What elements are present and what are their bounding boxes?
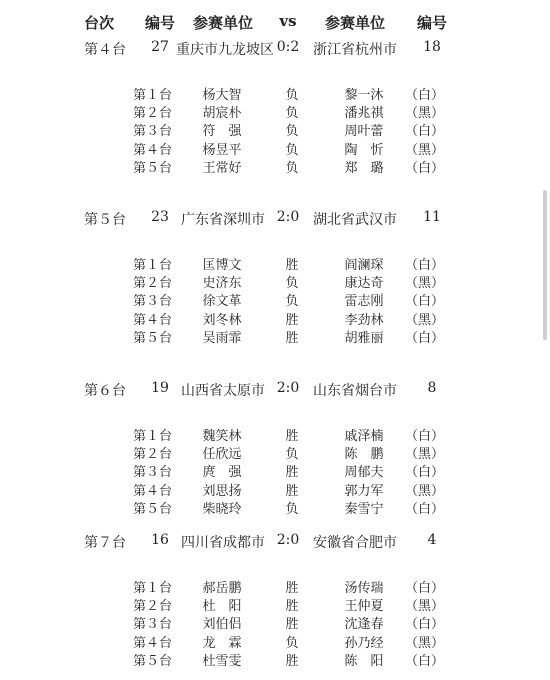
player-b-name: 雷志刚	[344, 294, 384, 310]
board-label: 第２台	[133, 447, 173, 463]
player-a-name: 杜 阳	[202, 599, 242, 615]
player-a-name: 匡博文	[202, 258, 242, 273]
player-a-name: 徐文革	[202, 294, 242, 310]
match-summary-row	[0, 380, 550, 402]
board-label: 第１台	[133, 88, 173, 103]
game-result: 胜	[285, 330, 299, 346]
scrollbar[interactable]	[543, 190, 547, 340]
game-row	[0, 577, 550, 595]
team-a-number: 19	[151, 380, 169, 396]
team-a-name: 四川省成都市	[181, 535, 265, 551]
player-b-name: 戚泽楠	[344, 429, 384, 444]
player-a-name: 龙 霖	[202, 635, 242, 651]
player-b-name: 康达奇	[344, 276, 384, 292]
piece-color: （白）	[405, 330, 445, 346]
board-label: 第３台	[133, 294, 173, 310]
team-b-name: 湖北省武汉市	[313, 212, 397, 228]
header-number-b: 编号	[416, 14, 447, 32]
board-label: 第５台	[133, 330, 173, 346]
header-vs: vs	[279, 12, 297, 30]
game-result: 负	[285, 276, 299, 292]
game-row	[0, 443, 550, 461]
player-b-name: 周郁夫	[344, 465, 384, 481]
piece-color: （黑）	[405, 142, 445, 158]
player-b-name: 李劲林	[344, 312, 384, 328]
game-row	[0, 254, 550, 272]
player-b-name: 王仲夏	[344, 599, 384, 615]
player-a-name: 吴雨霏	[202, 330, 242, 346]
game-row	[0, 84, 550, 102]
player-a-name: 柴晓玲	[202, 501, 242, 517]
piece-color: （白）	[405, 88, 445, 103]
player-a-name: 刘思扬	[202, 483, 242, 499]
game-result: 负	[285, 294, 299, 310]
game-result: 胜	[285, 258, 299, 273]
game-result: 胜	[285, 581, 299, 596]
piece-color: （黑）	[405, 483, 445, 499]
game-row	[0, 425, 550, 443]
match-summary-row	[0, 39, 550, 61]
game-row	[0, 120, 550, 138]
team-b-name: 安徽省合肥市	[313, 535, 397, 551]
player-a-name: 杨大智	[202, 88, 242, 103]
match-summary-row	[0, 209, 550, 231]
game-row	[0, 632, 550, 650]
table-header	[0, 12, 550, 36]
game-row	[0, 461, 550, 479]
team-a-name: 重庆市九龙坡区	[176, 42, 274, 58]
board-label: 第５台	[133, 501, 173, 517]
match-table: 第５台	[84, 212, 126, 228]
player-b-name: 汤传瑞	[344, 581, 384, 596]
board-label: 第４台	[133, 635, 173, 651]
board-label: 第３台	[133, 617, 173, 633]
piece-color: （白）	[405, 160, 445, 176]
game-row	[0, 139, 550, 157]
player-a-name: 郝岳鹏	[202, 581, 242, 596]
piece-color: （白）	[405, 124, 445, 140]
player-b-name: 潘兆祺	[344, 106, 384, 122]
board-label: 第１台	[133, 429, 173, 444]
board-label: 第４台	[133, 142, 173, 158]
board-label: 第３台	[133, 124, 173, 140]
header-unit-b: 参赛单位	[324, 14, 385, 32]
piece-color: （白）	[405, 294, 445, 310]
board-label: 第１台	[133, 258, 173, 273]
player-a-name: 符 强	[202, 124, 242, 140]
board-label: 第２台	[133, 276, 173, 292]
team-a-number: 23	[151, 209, 169, 225]
game-row	[0, 290, 550, 308]
header-unit-a: 参赛单位	[192, 14, 253, 32]
header-table: 台次	[84, 14, 115, 32]
player-b-name: 郑 璐	[344, 160, 384, 176]
board-label: 第５台	[133, 653, 173, 669]
game-row	[0, 327, 550, 345]
game-result: 负	[285, 501, 299, 517]
player-b-name: 沈逢春	[344, 617, 384, 633]
piece-color: （白）	[405, 653, 445, 669]
team-b-number: 11	[423, 209, 441, 225]
game-result: 负	[285, 88, 299, 103]
game-result: 胜	[285, 429, 299, 444]
player-a-name: 杨昱平	[202, 142, 242, 158]
piece-color: （黑）	[405, 312, 445, 328]
game-row	[0, 309, 550, 327]
player-a-name: 魏笑林	[202, 429, 242, 444]
player-b-name: 陈 鹏	[344, 447, 384, 463]
game-result: 胜	[285, 312, 299, 328]
player-b-name: 周叶蕾	[344, 124, 384, 140]
game-row	[0, 650, 550, 668]
game-result: 负	[285, 124, 299, 140]
game-row	[0, 595, 550, 613]
player-a-name: 任欣远	[202, 447, 242, 463]
player-b-name: 陶 忻	[344, 142, 384, 158]
game-result: 胜	[285, 483, 299, 499]
player-a-name: 刘伯侣	[202, 617, 242, 633]
player-a-name: 胡宸朴	[202, 106, 242, 122]
piece-color: （白）	[405, 501, 445, 517]
piece-color: （黑）	[405, 635, 445, 651]
player-b-name: 孙乃经	[344, 635, 384, 651]
piece-color: （黑）	[405, 447, 445, 463]
game-result: 负	[285, 106, 299, 122]
team-b-name: 山东省烟台市	[313, 383, 397, 399]
piece-color: （白）	[405, 465, 445, 481]
match-table: 第６台	[84, 383, 126, 399]
piece-color: （黑）	[405, 599, 445, 615]
game-result: 胜	[285, 465, 299, 481]
team-a-name: 广东省深圳市	[181, 212, 265, 228]
board-label: 第１台	[133, 581, 173, 596]
player-b-name: 陈 阳	[344, 653, 384, 669]
board-label: 第２台	[133, 599, 173, 615]
piece-color: （白）	[405, 429, 445, 444]
match-score: 0:2	[276, 39, 300, 55]
match-score: 2:0	[276, 380, 300, 396]
player-b-name: 郭力军	[344, 483, 384, 499]
piece-color: （白）	[405, 617, 445, 633]
piece-color: （黑）	[405, 106, 445, 122]
game-row	[0, 480, 550, 498]
player-a-name: 王常好	[202, 160, 242, 176]
player-a-name: 庹 强	[202, 465, 242, 481]
board-label: 第４台	[133, 312, 173, 328]
team-a-number: 16	[151, 532, 169, 548]
game-row	[0, 498, 550, 516]
player-b-name: 秦雪宁	[344, 501, 384, 517]
game-result: 胜	[285, 653, 299, 669]
header-number-a: 编号	[144, 14, 175, 32]
game-row	[0, 272, 550, 290]
team-a-name: 山西省太原市	[181, 383, 265, 399]
game-row	[0, 102, 550, 120]
game-row	[0, 613, 550, 631]
player-a-name: 杜雪雯	[202, 653, 242, 669]
match-summary-row	[0, 532, 550, 554]
match-score: 2:0	[276, 209, 300, 225]
game-result: 负	[285, 160, 299, 176]
match-table: 第７台	[84, 535, 126, 551]
player-b-name: 黎一沐	[344, 88, 384, 103]
piece-color: （白）	[405, 258, 445, 273]
board-label: 第２台	[133, 106, 173, 122]
team-b-number: 4	[427, 532, 437, 548]
player-b-name: 胡雅丽	[344, 330, 384, 346]
piece-color: （白）	[405, 581, 445, 596]
team-b-number: 18	[423, 39, 441, 55]
board-label: 第４台	[133, 483, 173, 499]
game-row	[0, 157, 550, 175]
team-b-number: 8	[427, 380, 437, 396]
match-score: 2:0	[276, 532, 300, 548]
game-result: 胜	[285, 599, 299, 615]
game-result: 负	[285, 142, 299, 158]
game-result: 负	[285, 635, 299, 651]
board-label: 第５台	[133, 160, 173, 176]
player-a-name: 刘冬林	[202, 312, 242, 328]
player-b-name: 阎澜琛	[344, 258, 384, 273]
piece-color: （黑）	[405, 276, 445, 292]
player-a-name: 史济东	[202, 276, 242, 292]
game-result: 胜	[285, 617, 299, 633]
board-label: 第３台	[133, 465, 173, 481]
game-result: 负	[285, 447, 299, 463]
team-b-name: 浙江省杭州市	[313, 42, 397, 58]
team-a-number: 27	[151, 39, 169, 55]
match-table: 第４台	[84, 42, 126, 58]
